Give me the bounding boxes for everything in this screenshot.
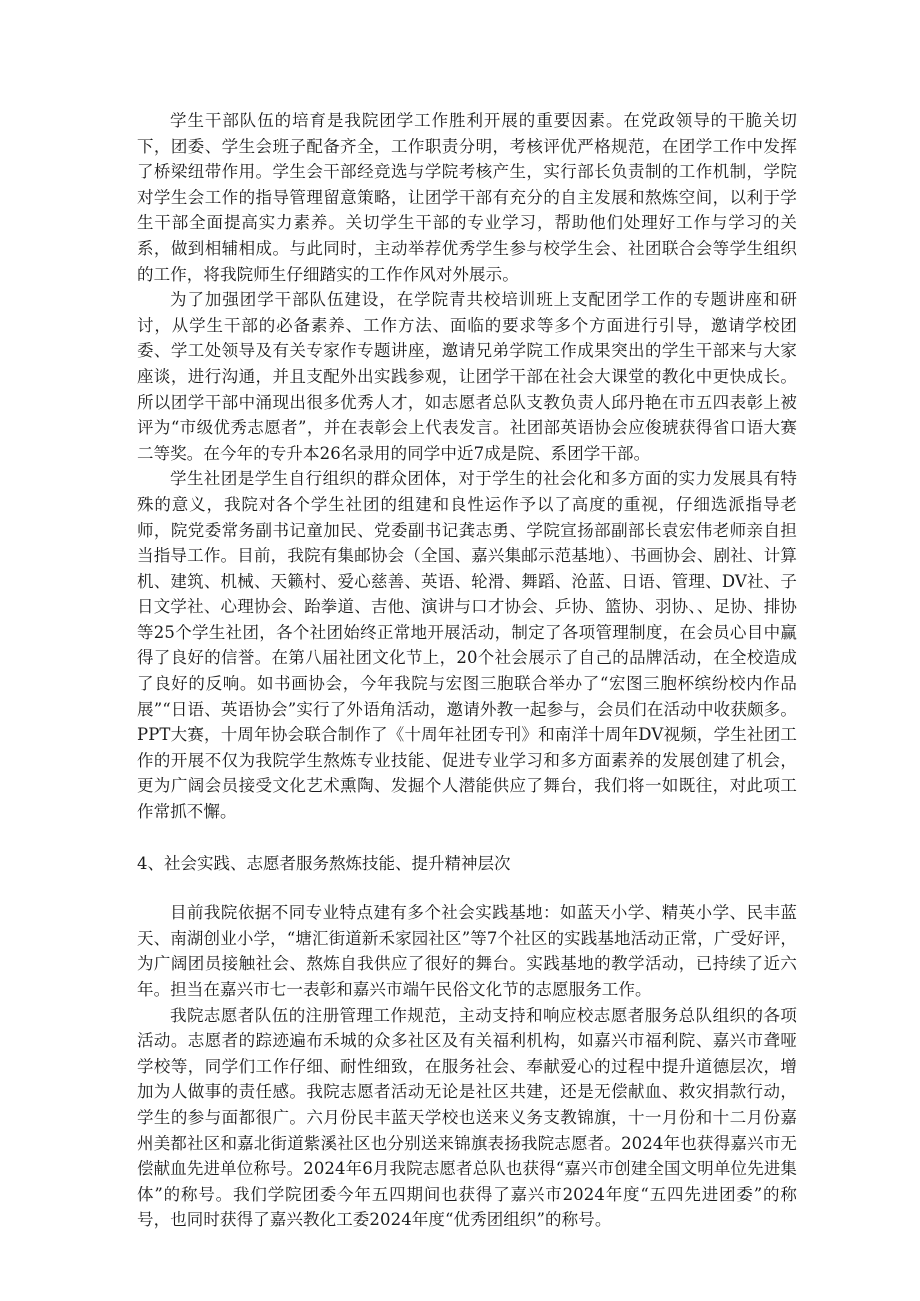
section-4-heading: 4、社会实践、志愿者服务熬炼技能、提升精神层次 bbox=[137, 853, 511, 873]
paragraph-volunteers: 我院志愿者队伍的注册管理工作规范，主动支持和响应校志愿者服务总队组织的各项活动。志愿者的踪迹遍布禾城的众多社区及有关福利机构，如嘉兴市福利院、嘉兴市聋哑学校等，同学们工作仔细、耐性细致，在服务社会、奉献爱心的过程中提升道德层次，增加为人做事的责任感。我院志愿者活动无论是社区共建，还是无偿献血、救灾捐款行动，学生的参与面都很广。六月份民丰蓝天学校也送来义务支教锦旗，十一月份和十二月份嘉州美都社区和嘉北街道紫溪社区也分别送来锦旗表扬我院志愿者。2024年也获得嘉兴市无偿献血先进单位称号。2024年6月我院志愿者总队也获得“嘉兴市创建全国文明单位先进集体”的称号。我们学院团委今年五四期间也获得了嘉兴市2024年度“五四先进团委”的称号，也同时获得了嘉兴教化工委2024年度“优秀团组织”的称号。 bbox=[137, 1005, 797, 1230]
paragraph-practice-bases: 目前我院依据不同专业特点建有多个社会实践基地：如蓝天小学、精英小学、民丰蓝天、南湖创业小学，“塘汇街道新禾家园社区”等7个社区的实践基地活动正常，广受好评，为广阔团员接触社会、熬炼自我供应了很好的舞台。实践基地的教学活动，已持续了近六年。担当在嘉兴市七一表彰和嘉兴市端午民俗文化节的志愿服务工作。 bbox=[137, 903, 797, 999]
paragraph-student-clubs: 学生社团是学生自行组织的群众团体，对于学生的社会化和多方面的实力发展具有特殊的意义，我院对各个学生社团的组建和良性运作予以了高度的重视，仔细选派指导老师，院党委常务副书记童加民、党委副书记龚志勇、学院宣扬部副部长袁宏伟老师亲自担当指导工作。目前，我院有集邮协会（全国、嘉兴集邮示范基地）、书画协会、剧社、计算机、建筑、机械、天籁村、爱心慈善、英语、轮滑、舞蹈、沧蓝、日语、管理、DV社、子日文学社、心理协会、跆拳道、吉他、演讲与口才协会、乒协、篮协、羽协、、足协、排协等25个学生社团，各个社团始终正常地开展活动，制定了各项管理制度，在会员心目中赢得了良好的信誉。在第八届社团文化节上，20个社会展示了自己的品牌活动，在全校造成了良好的反响。如书画协会，今年我院与宏图三胞联合举办了“宏图三胞杯缤纷校内作品展”“日语、英语协会”实行了外语角活动，邀请外教一起参与，会员们在活动中收获颇多。PPT大赛，十周年协会联合制作了《十周年社团专刊》和南洋十周年DV视频，学生社团工作的开展不仅为我院学生熬炼专业技能、促进专业学习和多方面素养的发展创建了机会，更为广阔会员接受文化艺术熏陶、发掘个人潜能供应了舞台，我们将一如既往，对此项工作常抓不懈。 bbox=[137, 469, 797, 822]
paragraph-cadre-training: 为了加强团学干部队伍建设，在学院青共校培训班上支配团学工作的专题讲座和研讨，从学生干部的必备素养、工作方法、面临的要求等多个方面进行引导，邀请学校团委、学工处领导及有关专家作专题讲座，邀请兄弟学院工作成果突出的学生干部来与大家座谈，进行沟通，并且支配外出实践参观，让团学干部在社会大课堂的教化中更快成长。所以团学干部中涌现出很多优秀人才，如志愿者总队支教负责人邱丹艳在市五四表彰上被评为“市级优秀志愿者”，并在表彰会上代表发言。社团部英语协会应俊琥获得省口语大赛二等奖。在今年的专升本26名录用的同学中近7成是院、系团学干部。 bbox=[137, 290, 797, 463]
paragraph-student-cadres: 学生干部队伍的培育是我院团学工作胜利开展的重要因素。在党政领导的干脆关切下，团委、学生会班子配备齐全，工作职责分明，考核评优严格规范，在团学工作中发挥了桥梁纽带作用。学生会干部经竞选与学院考核产生，实行部长负责制的工作机制，学院对学生会工作的指导管理留意策略，让团学干部有充分的自主发展和熬炼空间，以利于学生干部全面提高实力素养。关切学生干部的专业学习，帮助他们处理好工作与学习的关系，做到相辅相成。与此同时，主动举荐优秀学生参与校学生会、社团联合会等学生组织的工作，将我院师生仔细踏实的工作作风对外展示。 bbox=[137, 111, 797, 284]
document-page bbox=[137, 108, 797, 1233]
